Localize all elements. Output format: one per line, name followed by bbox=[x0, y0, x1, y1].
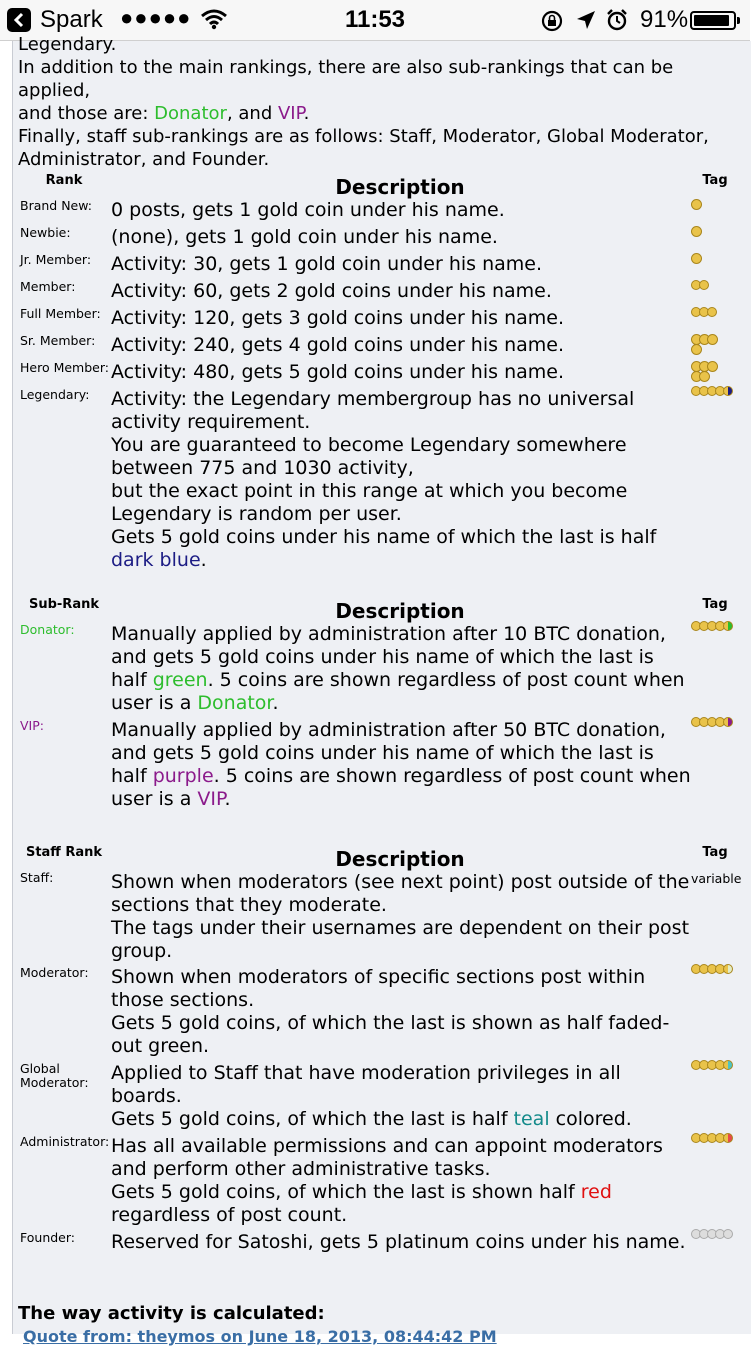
subrank-label: VIP: bbox=[20, 718, 44, 733]
gold-coin-icon bbox=[723, 1133, 733, 1143]
gold-coin-icon bbox=[691, 199, 702, 210]
staff-label: Global Moderator: bbox=[20, 1061, 89, 1090]
gold-coin-icon bbox=[723, 1060, 733, 1070]
rank-header: Rank bbox=[45, 173, 83, 188]
staff-description: Reserved for Satoshi, gets 5 platinum coins under his name. bbox=[111, 1231, 686, 1253]
battery-icon bbox=[690, 11, 736, 30]
signal-strength: ●●●●● bbox=[120, 5, 192, 30]
vip-label: VIP bbox=[277, 103, 304, 124]
rank-description: Activity: the Legendary membergroup has no universal activity requirement. You are guaranteed to become Legendary somewhere between 775 and 1030 activity, but the exact point in this range at which you become Legendary is random per user. Gets 5 gold coins under his name of which the last is half dark blue. bbox=[111, 388, 657, 571]
rank-label: Sr. Member: bbox=[20, 333, 96, 348]
description-header: Description bbox=[335, 847, 465, 871]
gold-coin-icon bbox=[699, 280, 709, 290]
rank-label: Full Member: bbox=[20, 306, 101, 321]
gold-coin-icon bbox=[691, 226, 702, 237]
intro-text bbox=[18, 33, 748, 171]
rank-description: 0 posts, gets 1 gold coin under his name. bbox=[111, 199, 505, 221]
intro-line: Legendary. bbox=[18, 34, 117, 55]
section-title: The way activity is calculated: bbox=[18, 1303, 325, 1324]
rank-label: Jr. Member: bbox=[20, 252, 92, 267]
clock: 11:53 bbox=[344, 6, 406, 33]
gold-coin-icon bbox=[723, 621, 733, 631]
quote-link[interactable]: Quote from: theymos on June 18, 2013, 08:44:42 PM bbox=[23, 1327, 497, 1346]
staff-label: Staff: bbox=[20, 870, 54, 885]
gold-coin-icon bbox=[723, 386, 733, 396]
gold-coin-icon bbox=[707, 307, 717, 317]
gold-coin-icon bbox=[691, 344, 702, 355]
subrank-header: Sub-Rank bbox=[28, 597, 99, 612]
gold-coin-icon bbox=[691, 253, 702, 264]
staff-label: Administrator: bbox=[20, 1134, 110, 1149]
staff-tag: variable bbox=[691, 871, 742, 886]
intro-line: Finally, staff sub-rankings are as follows: Staff, Moderator, Global Moderator, bbox=[18, 126, 709, 147]
rank-description: Activity: 240, gets 4 gold coins under his name. bbox=[111, 334, 564, 356]
tag-header: Tag bbox=[702, 173, 728, 188]
rank-label: Member: bbox=[20, 279, 76, 294]
rank-description: Activity: 480, gets 5 gold coins under his name. bbox=[111, 361, 564, 383]
rank-description: Activity: 120, gets 3 gold coins under his name. bbox=[111, 307, 564, 329]
subrank-description: Manually applied by administration after 10 BTC donation, and gets 5 gold coins under his name of which the last is half green. 5 coins are shown regardless of post count when user is a Donator. bbox=[111, 623, 685, 714]
rank-label: Newbie: bbox=[20, 225, 71, 240]
staff-label: Founder: bbox=[20, 1230, 75, 1245]
post-body bbox=[12, 34, 751, 1346]
donator-label: Donator bbox=[154, 103, 227, 124]
staff-description: Has all available permissions and can appoint moderators and perform other administrative tasks. Gets 5 gold coins, of which the last is shown half red regardless of post count. bbox=[111, 1135, 663, 1226]
gold-coin-icon bbox=[707, 334, 718, 345]
rank-description: Activity: 60, gets 2 gold coins under his name. bbox=[111, 280, 552, 302]
intro-line: In addition to the main rankings, there are also sub-rankings that can be applied, bbox=[18, 57, 674, 101]
subrank-description: Manually applied by administration after 50 BTC donation, and gets 5 gold coins under his name of which the last is half purple. 5 coins are shown regardless of post count when user is a VIP. bbox=[111, 719, 691, 810]
intro-line: and those are: Donator, and VIP. bbox=[18, 103, 310, 124]
description-header: Description bbox=[335, 599, 465, 623]
battery-percentage: 91% bbox=[640, 6, 689, 33]
rank-description: Activity: 30, gets 1 gold coin under his name. bbox=[111, 253, 542, 275]
tag-header: Tag bbox=[702, 845, 728, 860]
rank-label: Hero Member: bbox=[20, 360, 109, 375]
staff-label: Moderator: bbox=[20, 965, 89, 980]
staff-description: Shown when moderators of specific sections post within those sections. Gets 5 gold coins, of which the last is shown as half faded-out green. bbox=[111, 966, 670, 1057]
tag-header: Tag bbox=[702, 597, 728, 612]
description-header: Description bbox=[335, 175, 465, 199]
gold-coin-icon bbox=[723, 964, 733, 974]
back-app-label[interactable]: Spark bbox=[40, 6, 103, 33]
platinum-coin-icon bbox=[723, 1229, 733, 1239]
rank-label: Brand New: bbox=[20, 198, 92, 213]
rank-label: Legendary: bbox=[20, 387, 90, 402]
staff-description: Shown when moderators (see next point) post outside of the sections that they moderate. The tags under their usernames are dependent on their post group. bbox=[111, 871, 690, 962]
intro-line: Administrator, and Founder. bbox=[18, 149, 270, 170]
gold-coin-icon bbox=[723, 717, 733, 727]
staff-rank-header: Staff Rank bbox=[25, 845, 103, 860]
subrank-label: Donator: bbox=[20, 622, 75, 637]
rank-description: (none), gets 1 gold coin under his name. bbox=[111, 226, 498, 248]
gold-coin-icon bbox=[699, 371, 710, 382]
staff-description: Applied to Staff that have moderation privileges in all boards. Gets 5 gold coins, of which the last is half teal colored. bbox=[111, 1062, 632, 1130]
gold-coin-icon bbox=[707, 361, 718, 372]
